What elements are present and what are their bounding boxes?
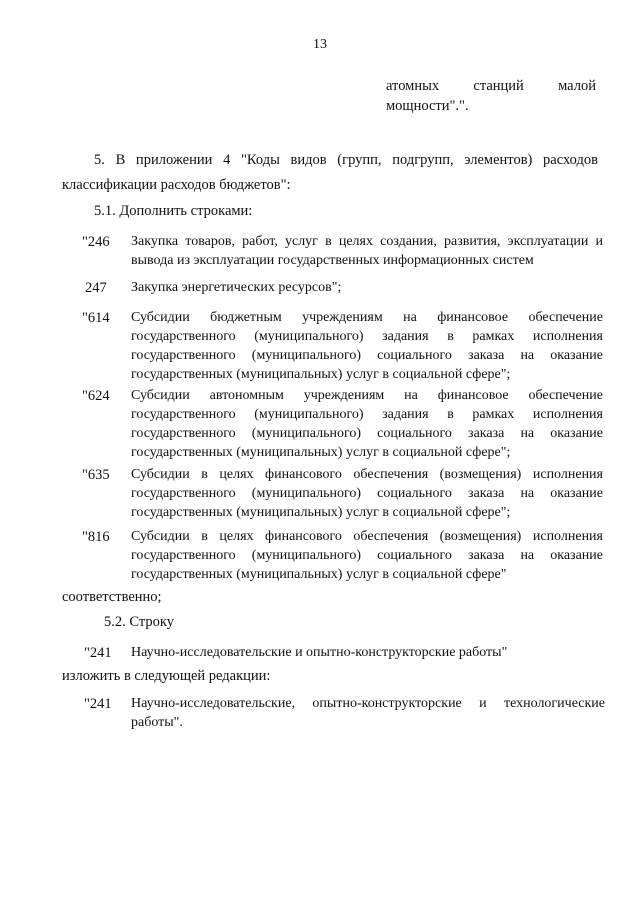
- entry-text: Закупка энергетических ресурсов";: [131, 280, 342, 295]
- old-row-text: Научно-исследовательские и опытно-конструкторские работы": [131, 645, 508, 660]
- old-row-code: "241: [84, 645, 112, 661]
- respectively-text: соответственно;: [62, 589, 162, 605]
- paragraph-5-line-1: 5. В приложении 4 "Коды видов (групп, подгрупп, элементов) расходов: [94, 152, 598, 168]
- entry-code: "635: [82, 467, 110, 483]
- redaction-text: изложить в следующей редакции:: [62, 668, 271, 684]
- new-row-code: "241: [84, 696, 112, 712]
- entry-code: "614: [82, 310, 110, 326]
- entry-code: "246: [82, 234, 110, 250]
- entry-code: "816: [82, 529, 110, 545]
- entry-code: 247: [85, 280, 107, 296]
- continuation-line-2: мощности".".: [386, 98, 469, 114]
- entry-text: Субсидии бюджетным учреждениям на финансовое обеспечение государственного (муниципального) задания в рамках исполнения государственного (муниципального) социального заказа на оказание государственных (муниципальных) услуг в социальной сфере";: [131, 310, 603, 382]
- new-row-text: Научно-исследовательские, опытно-конструкторские и технологические работы".: [131, 696, 605, 730]
- paragraph-5-line-2: классификации расходов бюджетов":: [62, 177, 291, 193]
- page-number: 13: [313, 37, 327, 52]
- entry-code: "624: [82, 388, 110, 404]
- entry-text: Субсидии в целях финансового обеспечения (возмещения) исполнения государственного (муниципального) социального заказа на оказание государственных (муниципальных) услуг в социальной сфере";: [131, 467, 603, 520]
- entry-text: Субсидии в целях финансового обеспечения (возмещения) исполнения государственного (муниципального) социального заказа на оказание государственных (муниципальных) услуг в социальной сфере": [131, 529, 603, 582]
- entry-text: Субсидии автономным учреждениям на финансовое обеспечение государственного (муниципального) задания в рамках исполнения государственного (муниципального) социального заказа на оказание государственных (муниципальных) услуг в социальной сфере";: [131, 388, 603, 460]
- paragraph-5-1: 5.1. Дополнить строками:: [94, 203, 253, 219]
- entry-text: Закупка товаров, работ, услуг в целях создания, развития, эксплуатации и вывода из эксплуатации государственных информационных систем: [131, 234, 603, 268]
- continuation-line-1: атомных станций малой: [386, 78, 596, 94]
- paragraph-5-2: 5.2. Строку: [104, 614, 174, 630]
